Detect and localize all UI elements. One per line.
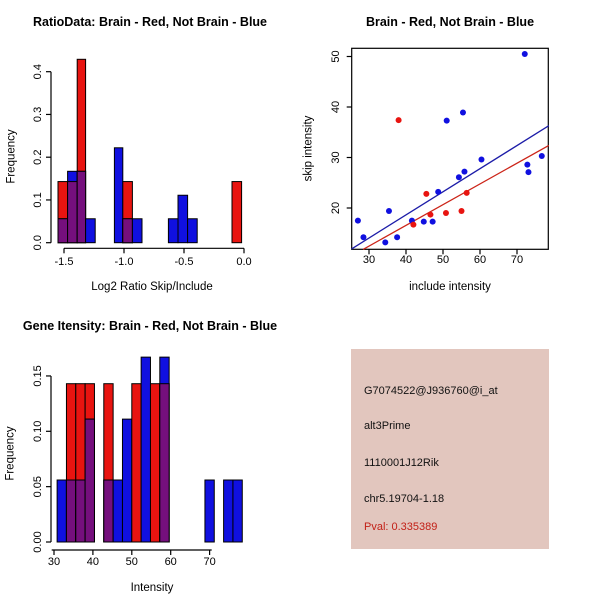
hist-bar-blue: [178, 195, 188, 242]
x-tick-label: 70: [510, 254, 524, 266]
scatter-point-red: [423, 191, 429, 197]
x-tick-label: -1.0: [114, 256, 134, 268]
scatter-point-red: [410, 222, 416, 228]
x-tick-label: 0.0: [236, 256, 252, 268]
y-tick-label: 40: [330, 100, 342, 114]
y-tick-label: 0.10: [32, 420, 44, 443]
y-tick-label: 0.15: [32, 365, 44, 387]
x-tick-label: 60: [164, 556, 177, 568]
splice-type-text: alt3Prime: [364, 420, 411, 432]
x-tick-label: 50: [436, 254, 450, 266]
hist-bar-blue: [168, 219, 178, 243]
y-tick-label: 0.4: [32, 64, 44, 80]
ratio-histogram-ylabel: Frequency: [5, 129, 18, 184]
plot-box: [352, 48, 549, 249]
hist-bar-overlap: [123, 219, 133, 243]
gene-symbol-text: 1110001J12Rik: [364, 457, 439, 469]
scatter-point-blue: [360, 234, 366, 240]
x-tick-label: -1.5: [54, 256, 74, 268]
y-tick-label: 50: [330, 50, 342, 63]
ratio-histogram-xlabel: Log2 Ratio Skip/Include: [91, 281, 213, 293]
hist-bar-blue: [224, 480, 233, 542]
scatter-title: Brain - Red, Not Brain - Blue: [365, 15, 535, 29]
scatter-point-blue: [421, 219, 427, 225]
scatter-point-blue: [456, 174, 462, 180]
y-tick-label: 0.2: [32, 149, 44, 165]
hist-bar-blue: [233, 480, 242, 542]
hist-bar-overlap: [77, 171, 85, 242]
scatter-point-blue: [478, 157, 484, 163]
gene-intensity-xlabel: Intensity: [130, 582, 174, 594]
y-tick-label: 30: [330, 151, 342, 164]
scatter-point-blue: [386, 208, 392, 214]
scatter-point-blue: [382, 239, 388, 245]
scatter-point-blue: [539, 153, 545, 159]
scatter-point-red: [396, 117, 402, 123]
x-tick-label: 50: [125, 556, 138, 568]
pval-text: Pval: 0.335389: [364, 521, 438, 533]
hist-bar-red: [150, 384, 159, 542]
x-tick-label: -0.5: [174, 256, 194, 268]
scatter-point-blue: [435, 189, 441, 195]
scatter-point-blue: [524, 162, 530, 168]
hist-bar-blue: [132, 219, 142, 243]
y-tick-label: 20: [330, 201, 342, 215]
hist-bar-blue: [57, 480, 66, 542]
scatter-point-blue: [461, 169, 467, 175]
hist-bar-blue: [141, 357, 150, 542]
scatter-point-red: [443, 210, 449, 216]
gene-intensity-ylabel: Frequency: [4, 426, 17, 481]
scatter-point-blue: [430, 219, 436, 225]
x-tick-label: 70: [203, 556, 216, 568]
x-tick-label: 30: [47, 556, 61, 568]
scatter-point-red: [464, 190, 470, 196]
scatter-point-blue: [355, 218, 361, 224]
y-tick-label: 0.3: [32, 106, 44, 123]
scatter-point-blue: [394, 234, 400, 240]
scatter-xlabel: include intensity: [409, 281, 491, 293]
scatter-point-blue: [444, 118, 450, 124]
hist-bar-blue: [114, 148, 122, 243]
hist-bar-blue: [86, 219, 96, 243]
scatter-point-red: [459, 208, 465, 214]
blue-fit-line: [352, 126, 549, 249]
hist-bar-overlap: [66, 480, 75, 542]
ratio-histogram-title: RatioData: Brain - Red, Not Brain - Blue: [32, 15, 268, 29]
hist-bar-red: [132, 384, 141, 542]
scatter-point-blue: [522, 51, 528, 57]
gene-info-panel: [351, 349, 549, 549]
scatter-point-blue: [460, 110, 466, 116]
locus-text: chr5.19704-1.18: [364, 493, 445, 505]
hist-bar-overlap: [76, 480, 85, 542]
intensity-scatter-plot: [300, 0, 600, 300]
scatter-point-red: [427, 212, 433, 218]
probe-id-text: G7074522@J936760@i_at: [364, 385, 498, 397]
hist-bar-blue: [113, 480, 122, 542]
hist-bar-overlap: [104, 480, 113, 542]
y-tick-label: 0.00: [32, 531, 44, 553]
hist-bar-blue: [205, 480, 214, 542]
x-tick-label: 40: [86, 556, 100, 568]
x-tick-label: 30: [362, 254, 376, 266]
hist-bar-overlap: [58, 219, 68, 243]
gene-intensity-histogram-plot: [0, 300, 300, 600]
x-tick-label: 40: [399, 254, 413, 266]
red-fit-line: [363, 145, 549, 249]
hist-bar-blue: [122, 419, 131, 542]
y-tick-label: 0.1: [32, 192, 44, 208]
hist-bar-overlap: [68, 182, 78, 243]
scatter-ylabel: skip intensity: [302, 115, 315, 182]
hist-bar-blue: [188, 219, 198, 243]
hist-bar-red: [232, 182, 242, 243]
ratio-histogram-plot: [0, 0, 300, 300]
hist-bar-overlap: [85, 419, 94, 542]
y-tick-label: 0.0: [32, 235, 44, 251]
x-tick-label: 60: [473, 254, 487, 266]
y-tick-label: 0.05: [32, 475, 44, 498]
hist-bar-overlap: [160, 384, 169, 542]
scatter-point-blue: [525, 169, 531, 175]
gene-intensity-title: Gene Itensity: Brain - Red, Not Brain - Blue: [22, 319, 278, 333]
